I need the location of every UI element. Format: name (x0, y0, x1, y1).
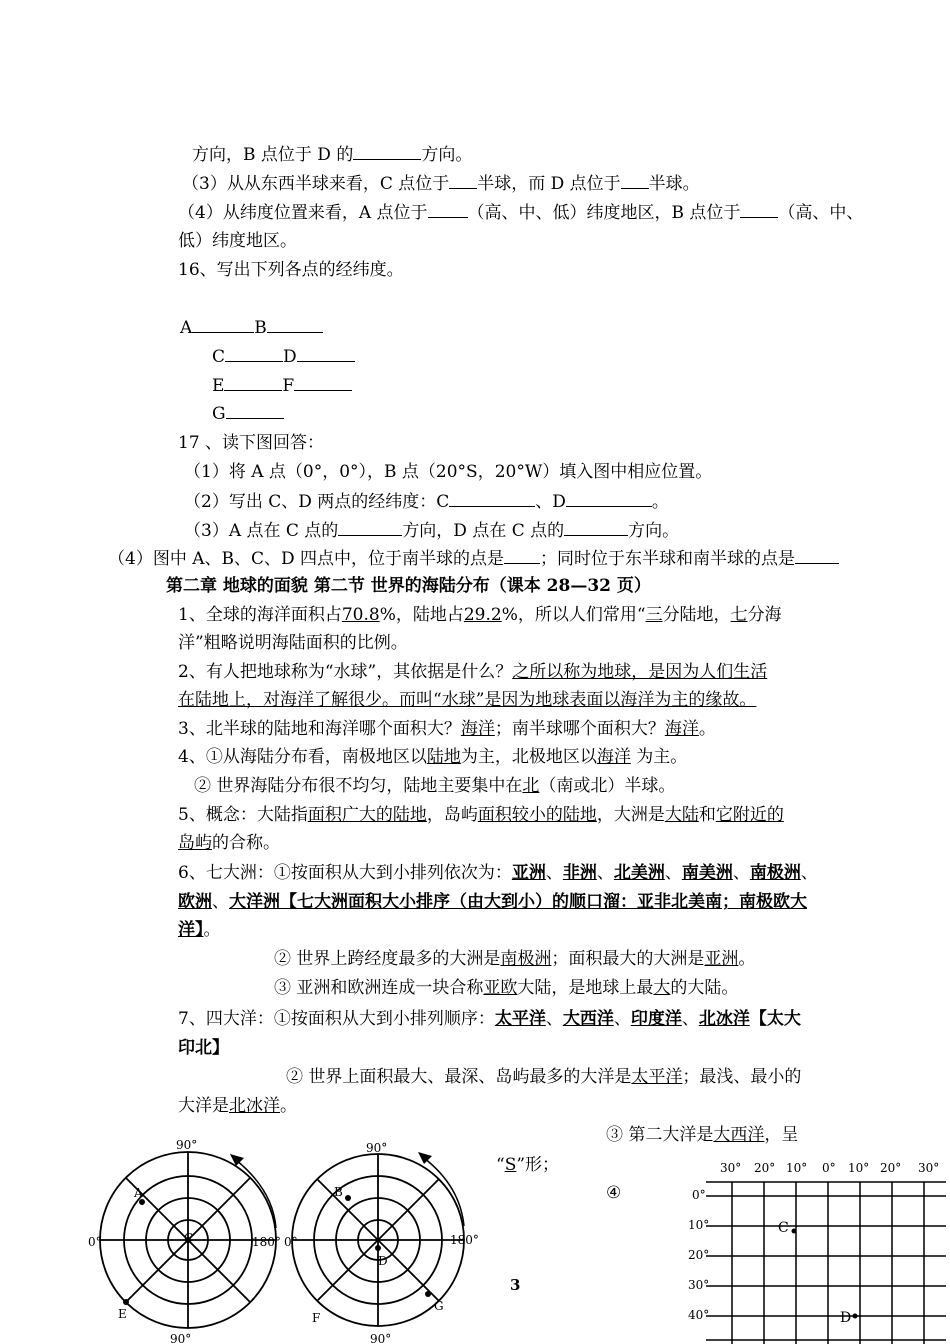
text: （3）从从东西半球来看，C 点位于 (182, 174, 450, 194)
point-label: D (378, 1254, 388, 1268)
separator: 、 (800, 863, 818, 883)
separator: 、 (545, 1009, 563, 1029)
answer: 北 (522, 776, 540, 796)
text-line (178, 804, 784, 826)
separator: 、 (613, 1009, 631, 1029)
point-marker (123, 1299, 129, 1305)
text: 半球。 (648, 174, 700, 194)
text-line (496, 1154, 559, 1176)
answer-blank[interactable] (267, 316, 323, 333)
answer: 70.8 (341, 605, 380, 625)
text: 和 (698, 805, 716, 825)
label-right: 180° (450, 1233, 479, 1247)
text: 2、有人把地球称为“水球”，其依据是什么？ (178, 662, 513, 682)
text: 大洋是 (178, 1096, 229, 1116)
text: 的大陆。 (670, 978, 739, 998)
text-line (192, 143, 472, 166)
answer-blank[interactable] (294, 374, 352, 391)
answer: 在陆地上，对海洋了解很少。而叫“水球”是因为地球表面以海洋为主的缘故。 (178, 690, 757, 710)
answer: 欧洲 (178, 892, 212, 912)
answer: 北冰洋 (698, 1009, 750, 1029)
answer: 印度洋 (630, 1009, 682, 1029)
answer: 岛屿 (178, 833, 212, 853)
label-top: 90° (176, 1140, 198, 1152)
text: 3、北半球的陆地和海洋哪个面积大？ (178, 719, 461, 739)
text-line (178, 891, 807, 913)
text-line (178, 1095, 297, 1117)
text: G (212, 404, 226, 424)
lat-label: 20° (688, 1248, 710, 1262)
text-line: 17 、读下图回答： (178, 433, 325, 453)
lon-label: 30° (720, 1161, 742, 1175)
text: （高、中、低）纬度地区，B 点位于 (467, 203, 741, 223)
answer: 海洋 (596, 747, 631, 767)
answer: 非洲 (562, 863, 597, 883)
point-label: C (184, 1231, 194, 1245)
answer-blank[interactable] (225, 345, 283, 362)
point-label: F (312, 1311, 321, 1325)
answer: 南美洲 (681, 863, 733, 883)
answer: 北美洲 (613, 863, 665, 883)
text: 5、概念：大陆指 (178, 805, 308, 825)
q16-row (212, 374, 352, 397)
text: ；同时位于东半球和南半球的点是 (540, 549, 796, 569)
label-left: 0° (88, 1235, 102, 1249)
separator: 、 (732, 863, 750, 883)
text: 4、①从海陆分布看，南极地区以 (178, 747, 427, 767)
text: ③ 第二大洋是 (606, 1125, 714, 1145)
answer: 三 (645, 605, 663, 625)
answer: 大西洋 (562, 1009, 614, 1029)
text: 方向，B 点位于 D 的 (192, 145, 354, 165)
answer: 南极洲 (500, 949, 552, 969)
polar-diagram-right (280, 1140, 480, 1344)
text-line (178, 604, 782, 626)
point-marker (853, 1314, 858, 1319)
text: ；最浅、最小的 (682, 1067, 802, 1087)
text: E (212, 376, 225, 396)
text-line (178, 718, 716, 740)
text: B (254, 318, 267, 338)
text-line: （1）将 A 点（0°，0°），B 点（20°S，20°W）填入图中相应位置。 (184, 462, 713, 482)
text: %，陆地占 (379, 605, 464, 625)
lat-label: 40° (688, 1308, 710, 1322)
answer-blank[interactable] (449, 490, 535, 507)
lon-label: 30° (918, 1161, 940, 1175)
point-label: D (840, 1310, 852, 1326)
point-marker (425, 1291, 431, 1297)
point-label: C (778, 1220, 789, 1236)
text-line (178, 201, 863, 224)
answer: 亚洲 (704, 949, 739, 969)
q16-row (180, 316, 323, 339)
text: ”形； (516, 1155, 560, 1175)
answer-blank[interactable] (740, 201, 778, 218)
answer: 29.2 (463, 605, 502, 625)
text: 。 (651, 492, 669, 512)
answer: 之所以称为地球，是因为人们生活 (512, 662, 768, 682)
answer-blank[interactable] (621, 172, 649, 189)
lon-label: 10° (786, 1161, 808, 1175)
text: C (212, 347, 226, 367)
answer: 大陆 (664, 805, 699, 825)
text: 方向。 (421, 145, 473, 165)
text: 。 (698, 719, 716, 739)
text: （3）A 点在 C 点的 (184, 521, 339, 541)
point-label: E (118, 1307, 127, 1321)
answer-blank[interactable] (297, 345, 355, 362)
text-line: 低）纬度地区。 (178, 231, 297, 251)
text-line (178, 919, 221, 941)
text: 。 (738, 949, 756, 969)
text: 分海 (747, 605, 782, 625)
text: ② 世界上跨经度最多的大洲是 (274, 949, 501, 969)
text-line (182, 172, 700, 195)
answer: 海洋 (460, 719, 495, 739)
answer-blank[interactable] (449, 172, 477, 189)
text: ；南半球哪个面积大？ (494, 719, 665, 739)
answer-blank[interactable] (224, 374, 282, 391)
text: D (283, 347, 297, 367)
answer-blank[interactable] (353, 143, 421, 160)
text: 方向。 (628, 521, 680, 541)
point-marker (345, 1195, 351, 1201)
answer: 海洋 (664, 719, 699, 739)
lon-label: 20° (880, 1161, 902, 1175)
label-bottom: 90° (170, 1332, 192, 1344)
answer: 大西洋 (713, 1125, 765, 1145)
text-line (178, 1008, 801, 1030)
text-line (274, 977, 738, 999)
text: （高、中、 (778, 203, 864, 223)
text: ，岛屿 (426, 805, 478, 825)
separator: 、 (212, 892, 229, 912)
rotation-arrow (424, 1158, 464, 1226)
text-line (194, 775, 675, 797)
text: ；面积最大的大洲是 (551, 949, 705, 969)
text-line (606, 1124, 798, 1146)
text: ，大洲是 (596, 805, 665, 825)
answer: S (504, 1155, 517, 1175)
text: 、D (535, 492, 566, 512)
text: 6、七大洲：①按面积从大到小排列依次为： (178, 863, 512, 883)
text: 方向，D 点在 C 点的 (402, 521, 565, 541)
answer-blank[interactable] (795, 547, 839, 564)
answer: 它附近的 (715, 805, 784, 825)
latlon-grid (680, 1154, 950, 1344)
mnemonic: 【七大洲面积大小排序（由大到小）的顺口溜：亚非北美南；南极欧大 (280, 892, 807, 912)
text-line (178, 661, 767, 683)
answer: 大洋洲 (229, 892, 280, 912)
text: 大陆，是地球上最 (517, 978, 654, 998)
text-line (184, 519, 679, 542)
answer-blank[interactable] (428, 201, 468, 218)
answer: 面积较小的陆地 (477, 805, 597, 825)
text: ，呈 (764, 1125, 799, 1145)
text-line (178, 862, 818, 884)
text: %，所以人们常用“ (501, 605, 646, 625)
q16-row (212, 345, 355, 368)
text-line (108, 547, 839, 570)
label-right: 180° (252, 1235, 281, 1249)
answer: 太平洋 (631, 1067, 683, 1087)
answer: 亚欧 (483, 978, 518, 998)
text: ② 世界上面积最大、最深、岛屿最多的大洋是 (286, 1067, 632, 1087)
answer-blank[interactable] (226, 402, 284, 419)
text: 的合称。 (212, 833, 280, 853)
text: 。 (280, 1096, 297, 1116)
text: （2）写出 C、D 两点的经纬度：C (184, 492, 450, 512)
text: 。 (203, 920, 221, 940)
text-line: ④ (606, 1183, 622, 1203)
polar-diagram-left (88, 1140, 288, 1344)
answer: 北冰洋 (229, 1096, 280, 1116)
text-line (184, 490, 669, 513)
answer: 陆地 (426, 747, 461, 767)
lat-label: 30° (688, 1278, 710, 1292)
lon-label: 10° (848, 1161, 870, 1175)
separator: 、 (664, 863, 682, 883)
answer-blank[interactable] (566, 490, 652, 507)
answer-blank[interactable] (564, 519, 628, 536)
answer: 面积广大的陆地 (307, 805, 427, 825)
section-heading: 第二章 地球的面貌 第二节 世界的海陆分布（课本 28—32 页） (166, 576, 651, 596)
mnemonic: 印北】 (178, 1038, 229, 1058)
answer-blank[interactable] (192, 316, 254, 333)
lon-label: 20° (754, 1161, 776, 1175)
answer: 亚洲 (511, 863, 546, 883)
text: A (180, 318, 193, 338)
answer: 大 (653, 978, 671, 998)
q16-row (212, 402, 284, 425)
text-line: 16、写出下列各点的经纬度。 (178, 260, 404, 280)
lat-label: 0° (692, 1188, 706, 1202)
text: （4）从纬度位置来看，A 点位于 (178, 203, 428, 223)
text: （4）图中 A、B、C、D 四点中，位于南半球的点是 (108, 549, 505, 569)
label-left: 0° (284, 1235, 298, 1249)
text: “ (496, 1155, 505, 1175)
text: 为主。 (630, 747, 688, 767)
text-line (178, 832, 280, 854)
text: 分陆地， (662, 605, 731, 625)
lon-label: 0° (822, 1161, 836, 1175)
text-line (178, 746, 687, 768)
answer-blank[interactable] (338, 519, 402, 536)
text-line (274, 948, 755, 970)
text: 为主，北极地区以 (460, 747, 597, 767)
lat-label: 10° (688, 1218, 710, 1232)
label-bottom: 90° (370, 1332, 392, 1344)
point-label: B (334, 1185, 343, 1199)
point-label: A (134, 1186, 143, 1200)
point-marker (375, 1245, 381, 1251)
separator: 、 (681, 1009, 699, 1029)
text: 1、全球的海洋面积占 (178, 605, 342, 625)
separator: 、 (596, 863, 614, 883)
answer: 南极洲 (749, 863, 801, 883)
text: 半球，而 D 点位于 (477, 174, 621, 194)
answer: 太平洋 (494, 1009, 546, 1029)
separator: 、 (545, 863, 563, 883)
point-marker (792, 1229, 797, 1234)
answer: 七 (730, 605, 748, 625)
mnemonic: 【太大 (749, 1009, 801, 1029)
answer-blank[interactable] (504, 547, 540, 564)
text: 7、四大洋：①按面积从大到小排列顺序： (178, 1009, 495, 1029)
text: ③ 亚洲和欧洲连成一块合称 (274, 978, 484, 998)
page-number: 3 (510, 1276, 521, 1294)
text: ② 世界海陆分布很不均匀，陆地主要集中在 (194, 776, 523, 796)
text-line (286, 1066, 801, 1088)
text-line: 洋”粗略说明海陆面积的比例。 (178, 633, 408, 653)
mnemonic: 洋】 (178, 920, 204, 940)
point-label: G (434, 1299, 444, 1313)
text: F (282, 376, 295, 396)
label-top: 90° (366, 1141, 388, 1155)
text: （南或北）半球。 (539, 776, 676, 796)
